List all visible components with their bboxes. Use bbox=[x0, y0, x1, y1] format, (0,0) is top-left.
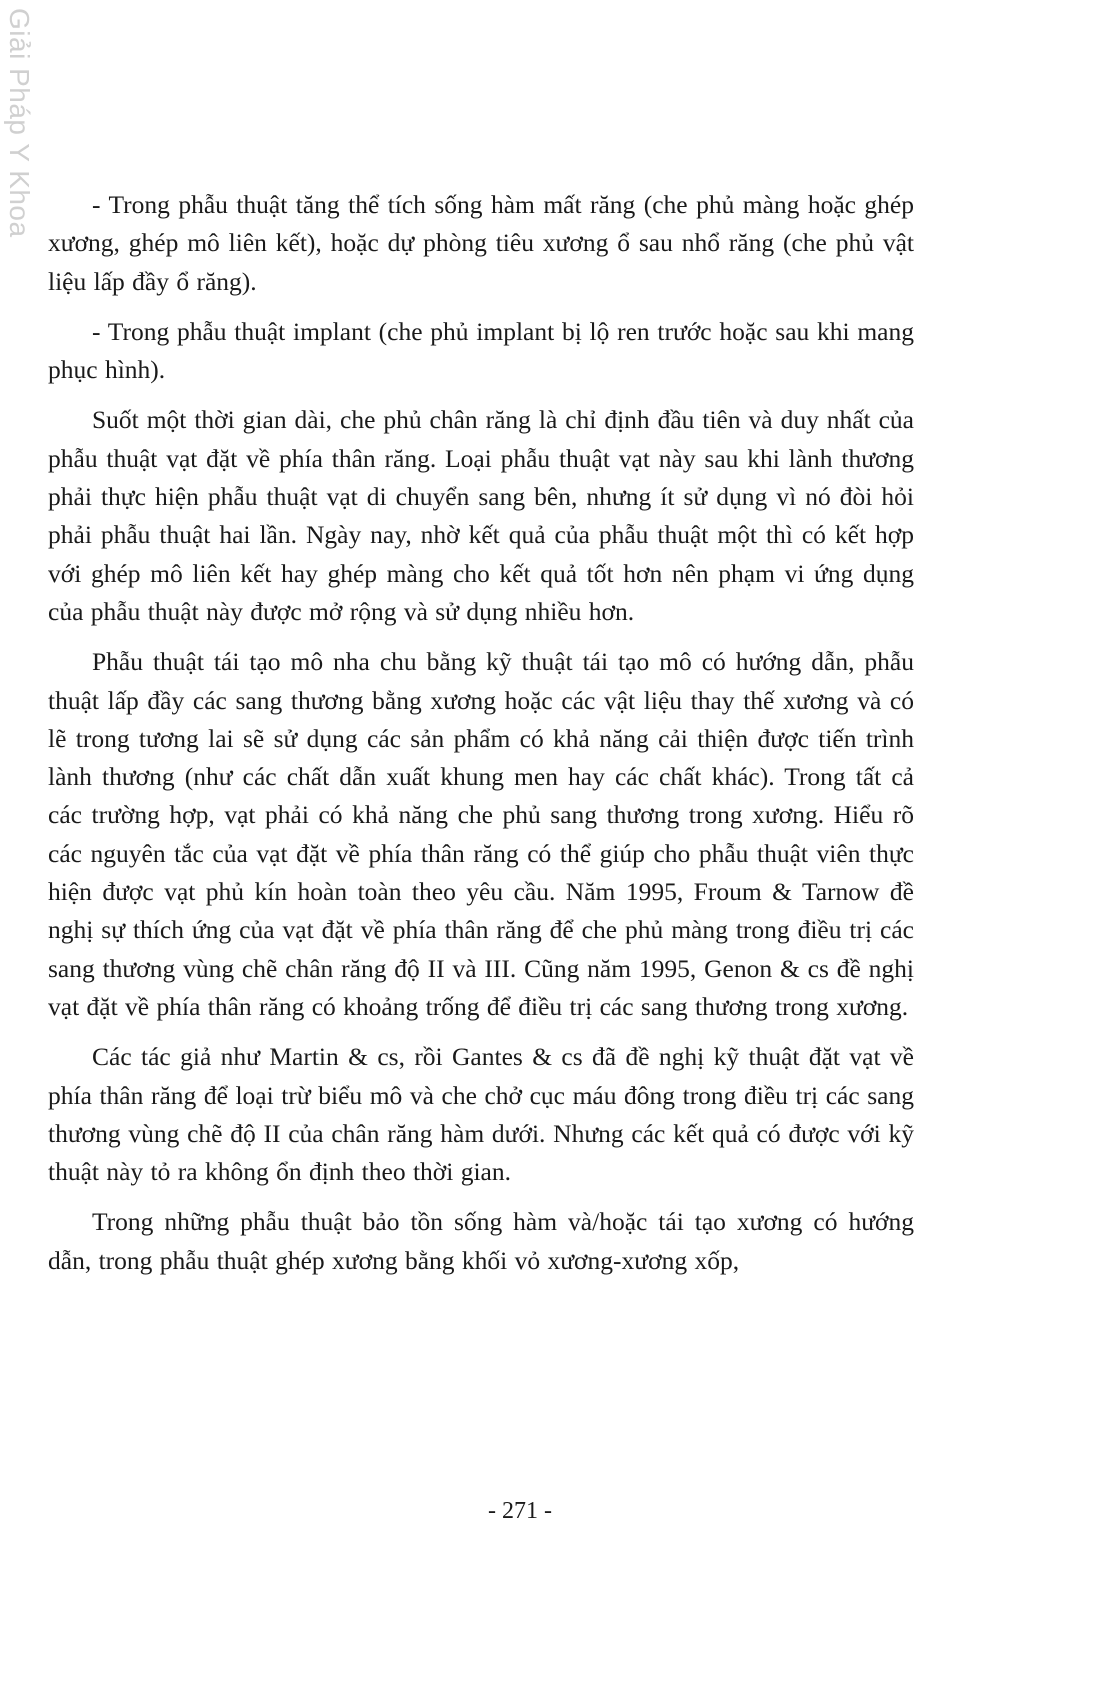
watermark-text: Giải Pháp Y Khoa bbox=[4, 8, 35, 238]
paragraph-6: Trong những phẫu thuật bảo tồn sống hàm và/hoặc tái tạo xương có hướng dẫn, trong phẫu thuật ghép xương bằng khối vỏ xương-xương xốp, bbox=[48, 1207, 914, 1275]
paragraph-2: - Trong phẫu thuật implant (che phủ implant bị lộ ren trước hoặc sau khi mang phục hình). bbox=[48, 316, 914, 385]
paragraph-3: Suốt một thời gian dài, che phủ chân răng là chỉ định đầu tiên và duy nhất của phẫu thuật vạt đặt về phía thân răng. Loại phẫu thuật vạt này sau khi lành thương phải thực hiện phẫu thuật vạt di chuyển sang bên, nhưng ít sử dụng vì nó đòi hỏi phải phẫu thuật hai lần. Ngày nay, nhờ kết quả của phẫu thuật một thì có kết hợp với ghép mô liên kết hay ghép màng cho kết quả tốt hơn nên phạm vi ứng dụng của phẫu thuật này được mở rộng và sử dụng nhiều hơn. bbox=[48, 405, 914, 626]
page-number: - 271 - bbox=[488, 1498, 552, 1524]
page-body bbox=[48, 186, 914, 1292]
paragraph-1: - Trong phẫu thuật tăng thể tích sống hàm mất răng (che phủ màng hoặc ghép xương, ghép mô liên kết), hoặc dự phòng tiêu xương ổ sau nhổ răng (che phủ vật liệu lấp đầy ổ răng). bbox=[48, 190, 914, 296]
paragraph-5: Các tác giả như Martin & cs, rồi Gantes & cs đã đề nghị kỹ thuật đặt vạt về phía thân răng để loại trừ biểu mô và che chở cục máu đông trong điều trị các sang thương vùng chẽ độ II của chân răng hàm dưới. Nhưng các kết quả có được với kỹ thuật này tỏ ra không ổn định theo thời gian. bbox=[48, 1042, 914, 1187]
paragraph-4: Phẫu thuật tái tạo mô nha chu bằng kỹ thuật tái tạo mô có hướng dẫn, phẫu thuật lấp đầy các sang thương bằng xương hoặc các vật liệu thay thế xương và có lẽ trong tương lai sẽ sử dụng các sản phẩm có khả năng cải thiện được tiến trình lành thương (như các chất dẫn xuất khung men hay các chất khác). Trong tất cả các trường hợp, vạt phải có khả năng che phủ sang thương trong xương. Hiểu rõ các nguyên tắc của vạt đặt về phía thân răng có thể giúp cho phẫu thuật viên thực hiện được vạt phủ kín hoàn toàn theo yêu cầu. Năm 1995, Froum & Tarnow đề nghị sự thích ứng của vạt đặt về phía thân răng để che phủ màng trong điều trị các sang thương vùng chẽ chân răng độ II và III. Cũng năm 1995, Genon & cs đề nghị vạt đặt về phía thân răng có khoảng trống để điều trị các sang thương trong xương. bbox=[48, 647, 914, 1021]
